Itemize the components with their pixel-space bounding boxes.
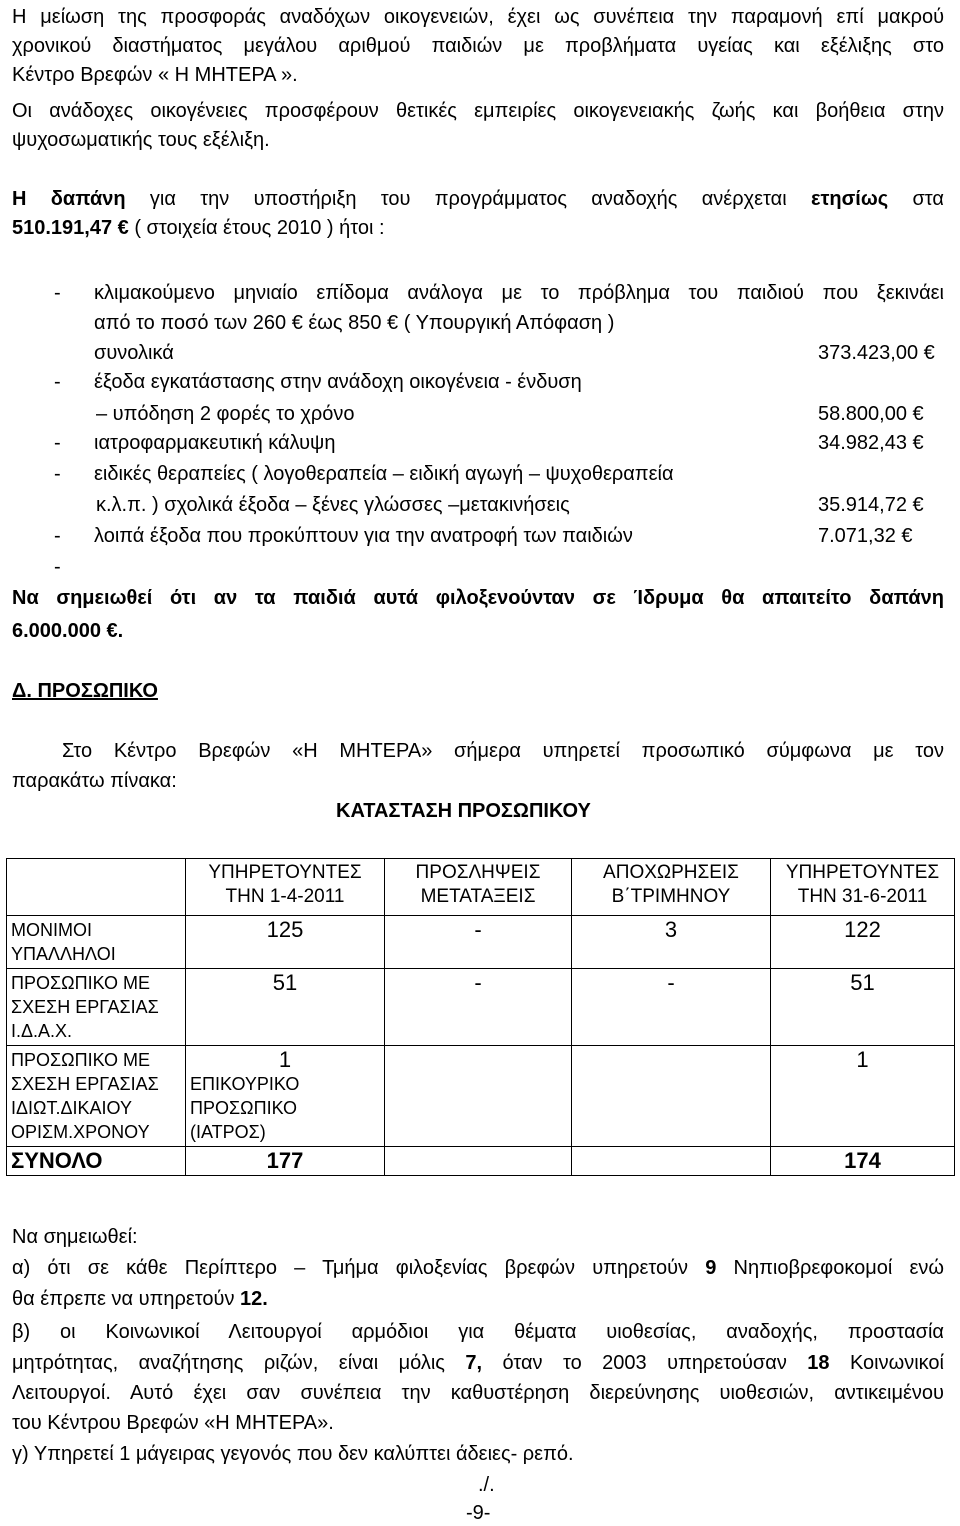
list-dash: - [54, 463, 61, 485]
table-cell: - [385, 916, 572, 969]
item-1-line-1: κλιμακούμενο μηνιαίο επίδομα ανάλογα με το πρόβλημα του παιδιού που ξεκινάει [94, 282, 944, 304]
item-4-line-1: ειδικές θεραπείες ( λογοθεραπεία – ειδική αγωγή – ψυχοθεραπεία [94, 463, 674, 485]
notes-a-line-2: θα έπρεπε να υπηρετούν 12. [12, 1288, 268, 1310]
item-2-line-2: – υπόδηση 2 φορές το χρόνο [96, 403, 355, 425]
intro-line-1: Η μείωση της προσφοράς αναδόχων οικογενειών, έχει ως συνέπεια την παραμονή επί μακρού [12, 6, 944, 28]
table-header-empty [7, 859, 186, 916]
cost-yearly: ετησίως [810, 188, 889, 210]
item-3-amount: 34.982,43 € [818, 432, 924, 454]
table-header-cell: ΥΠΗΡΕΤΟΥΝΤΕΣ ΤΗΝ 31-6-2011 [771, 859, 955, 916]
table-row [7, 969, 955, 1046]
cost-tail: στα [888, 188, 944, 210]
table-total-label: ΣΥΝΟΛΟ [7, 1147, 186, 1176]
item-2-amount: 58.800,00 € [818, 403, 924, 425]
table-header-cell: ΠΡΟΣΛΗΨΕΙΣ ΜΕΤΑΤΑΞΕΙΣ [385, 859, 572, 916]
table-cell: 1 [771, 1046, 955, 1147]
list-dash: - [54, 525, 61, 547]
item-1-line-3: συνολικά [94, 342, 174, 364]
section-paragraph-line-1: Στο Κέντρο Βρεφών «Η ΜΗΤΕΡΑ» σήμερα υπηρετεί προσωπικό σύμφωνα με τον [62, 740, 944, 762]
cost-mid: για την υποστήριξη του προγράμματος αναδοχής ανέρχεται [125, 188, 811, 210]
table-cell-value: 1 [278, 1047, 292, 1072]
table-total-row [7, 1147, 955, 1176]
item-1-amount: 373.423,00 € [818, 342, 935, 364]
notes-b-line-2: μητρότητας, αναζήτησης ριζών, είναι μόλις 7, όταν το 2003 υπηρετούσαν 18 Κοινωνικοί [12, 1352, 944, 1374]
item-3-line-1: ιατροφαρμακευτική κάλυψη [94, 432, 336, 454]
section-paragraph-line-2: παρακάτω πίνακα: [12, 770, 177, 792]
table-cell-note: ΕΠΙΚΟΥΡΙΚΟ [190, 1074, 300, 1094]
table-cell [385, 1147, 572, 1176]
item-5-line-1: λοιπά έξοδα που προκύπτουν για την ανατροφή των παιδιών [94, 525, 633, 547]
table-header-row [7, 859, 955, 916]
cost-after: ( στοιχεία έτους 2010 ) ήτοι : [128, 217, 385, 239]
notes-a-line-1: α) ότι σε κάθε Περίπτερο – Τμήμα φιλοξενίας βρεφών υπηρετούν 9 Νηπιοβρεφοκομοί ενώ [12, 1257, 945, 1279]
table-cell: 51 [186, 969, 385, 1046]
intro-line-3: Κέντρο Βρεφών « Η ΜΗΤΕΡΑ ». [12, 64, 298, 86]
notes-heading: Να σημειωθεί: [12, 1226, 138, 1248]
notes-g-line-1: γ) Υπηρετεί 1 μάγειρας γεγονός που δεν καλύπτει άδειες- ρεπό. [12, 1443, 574, 1465]
list-dash: - [54, 371, 61, 393]
table-cell [385, 1046, 572, 1147]
list-dash: - [54, 282, 61, 304]
intro-line-4: Οι ανάδοχες οικογένειες προσφέρουν θετικές εμπειρίες οικογενειακής ζωής και βοήθεια στην [12, 100, 944, 122]
list-dash: - [54, 556, 61, 578]
table-row [7, 916, 955, 969]
item-2-line-1: έξοδα εγκατάστασης στην ανάδοχη οικογένεια - ένδυση [94, 371, 582, 393]
table-cell: 122 [771, 916, 955, 969]
note-bold-line-2: 6.000.000 €. [12, 620, 124, 642]
section-heading: Δ. ΠΡΟΣΩΠΙΚΟ [12, 680, 158, 702]
table-cell [186, 1046, 385, 1147]
table-row-label: ΠΡΟΣΩΠΙΚΟ ΜΕ ΣΧΕΣΗ ΕΡΓΑΣΙΑΣ ΙΔΙΩΤ.ΔΙΚΑΙΟΥ ΟΡΙΣΜ.ΧΡΟΝΟΥ [7, 1046, 186, 1147]
table-cell-note: ΠΡΟΣΩΠΙΚΟ [190, 1098, 298, 1118]
table-cell-note: (ΙΑΤΡΟΣ) [190, 1122, 266, 1142]
staff-table [6, 858, 955, 1176]
cost-line-2 [12, 215, 385, 241]
table-cell [572, 1147, 771, 1176]
notes-b-line-3: Λειτουργοί. Αυτό έχει σαν συνέπεια την καθυστέρηση διερεύνησης υιοθεσιών, αντικειμένου [12, 1382, 944, 1404]
table-cell: 174 [771, 1147, 955, 1176]
cost-lead: Η δαπάνη [12, 188, 126, 210]
table-cell: - [572, 969, 771, 1046]
table-cell: - [385, 969, 572, 1046]
table-cell: 3 [572, 916, 771, 969]
item-4-amount: 35.914,72 € [818, 494, 924, 516]
continuation-mark: ./. [478, 1474, 495, 1496]
item-5-amount: 7.071,32 € [818, 525, 913, 547]
intro-line-5: ψυχοσωματικής τους εξέλιξη. [12, 129, 270, 151]
cost-line-1 [12, 186, 944, 212]
table-cell [572, 1046, 771, 1147]
note-bold-line-1: Να σημειωθεί ότι αν τα παιδιά αυτά φιλοξενούνταν σε Ίδρυμα θα απαιτείτο δαπάνη [12, 587, 944, 609]
cost-amount: 510.191,47 € [12, 217, 129, 239]
intro-line-2: χρονικού διαστήματος μεγάλου αριθμού παιδιών με προβλήματα υγείας και εξέλιξης στο [12, 35, 944, 57]
table-row-label: ΜΟΝΙΜΟΙ ΥΠΑΛΛΗΛΟΙ [7, 916, 186, 969]
item-1-line-2: από το ποσό των 260 € έως 850 € ( Υπουργική Απόφαση ) [94, 312, 615, 334]
table-header-cell: ΥΠΗΡΕΤΟΥΝΤΕΣ ΤΗΝ 1-4-2011 [186, 859, 385, 916]
notes-b-line-1: β) οι Κοινωνικοί Λειτουργοί αρμόδιοι για θέματα υιοθεσίας, αναδοχής, προστασία [12, 1321, 944, 1343]
notes-b-line-4: του Κέντρου Βρεφών «Η ΜΗΤΕΡΑ». [12, 1412, 334, 1434]
table-cell: 177 [186, 1147, 385, 1176]
table-title: ΚΑΤΑΣΤΑΣΗ ΠΡΟΣΩΠΙΚΟΥ [336, 800, 591, 822]
table-row-label: ΠΡΟΣΩΠΙΚΟ ΜΕ ΣΧΕΣΗ ΕΡΓΑΣΙΑΣ Ι.Δ.Α.Χ. [7, 969, 186, 1046]
table-header-cell: ΑΠΟΧΩΡΗΣΕΙΣ Β΄ΤΡΙΜΗΝΟΥ [572, 859, 771, 916]
page-number: -9- [466, 1502, 491, 1524]
table-cell: 125 [186, 916, 385, 969]
list-dash: - [54, 432, 61, 454]
table-cell: 51 [771, 969, 955, 1046]
item-4-line-2: κ.λ.π. ) σχολικά έξοδα – ξένες γλώσσες –μετακινήσεις [96, 494, 570, 516]
table-row [7, 1046, 955, 1147]
